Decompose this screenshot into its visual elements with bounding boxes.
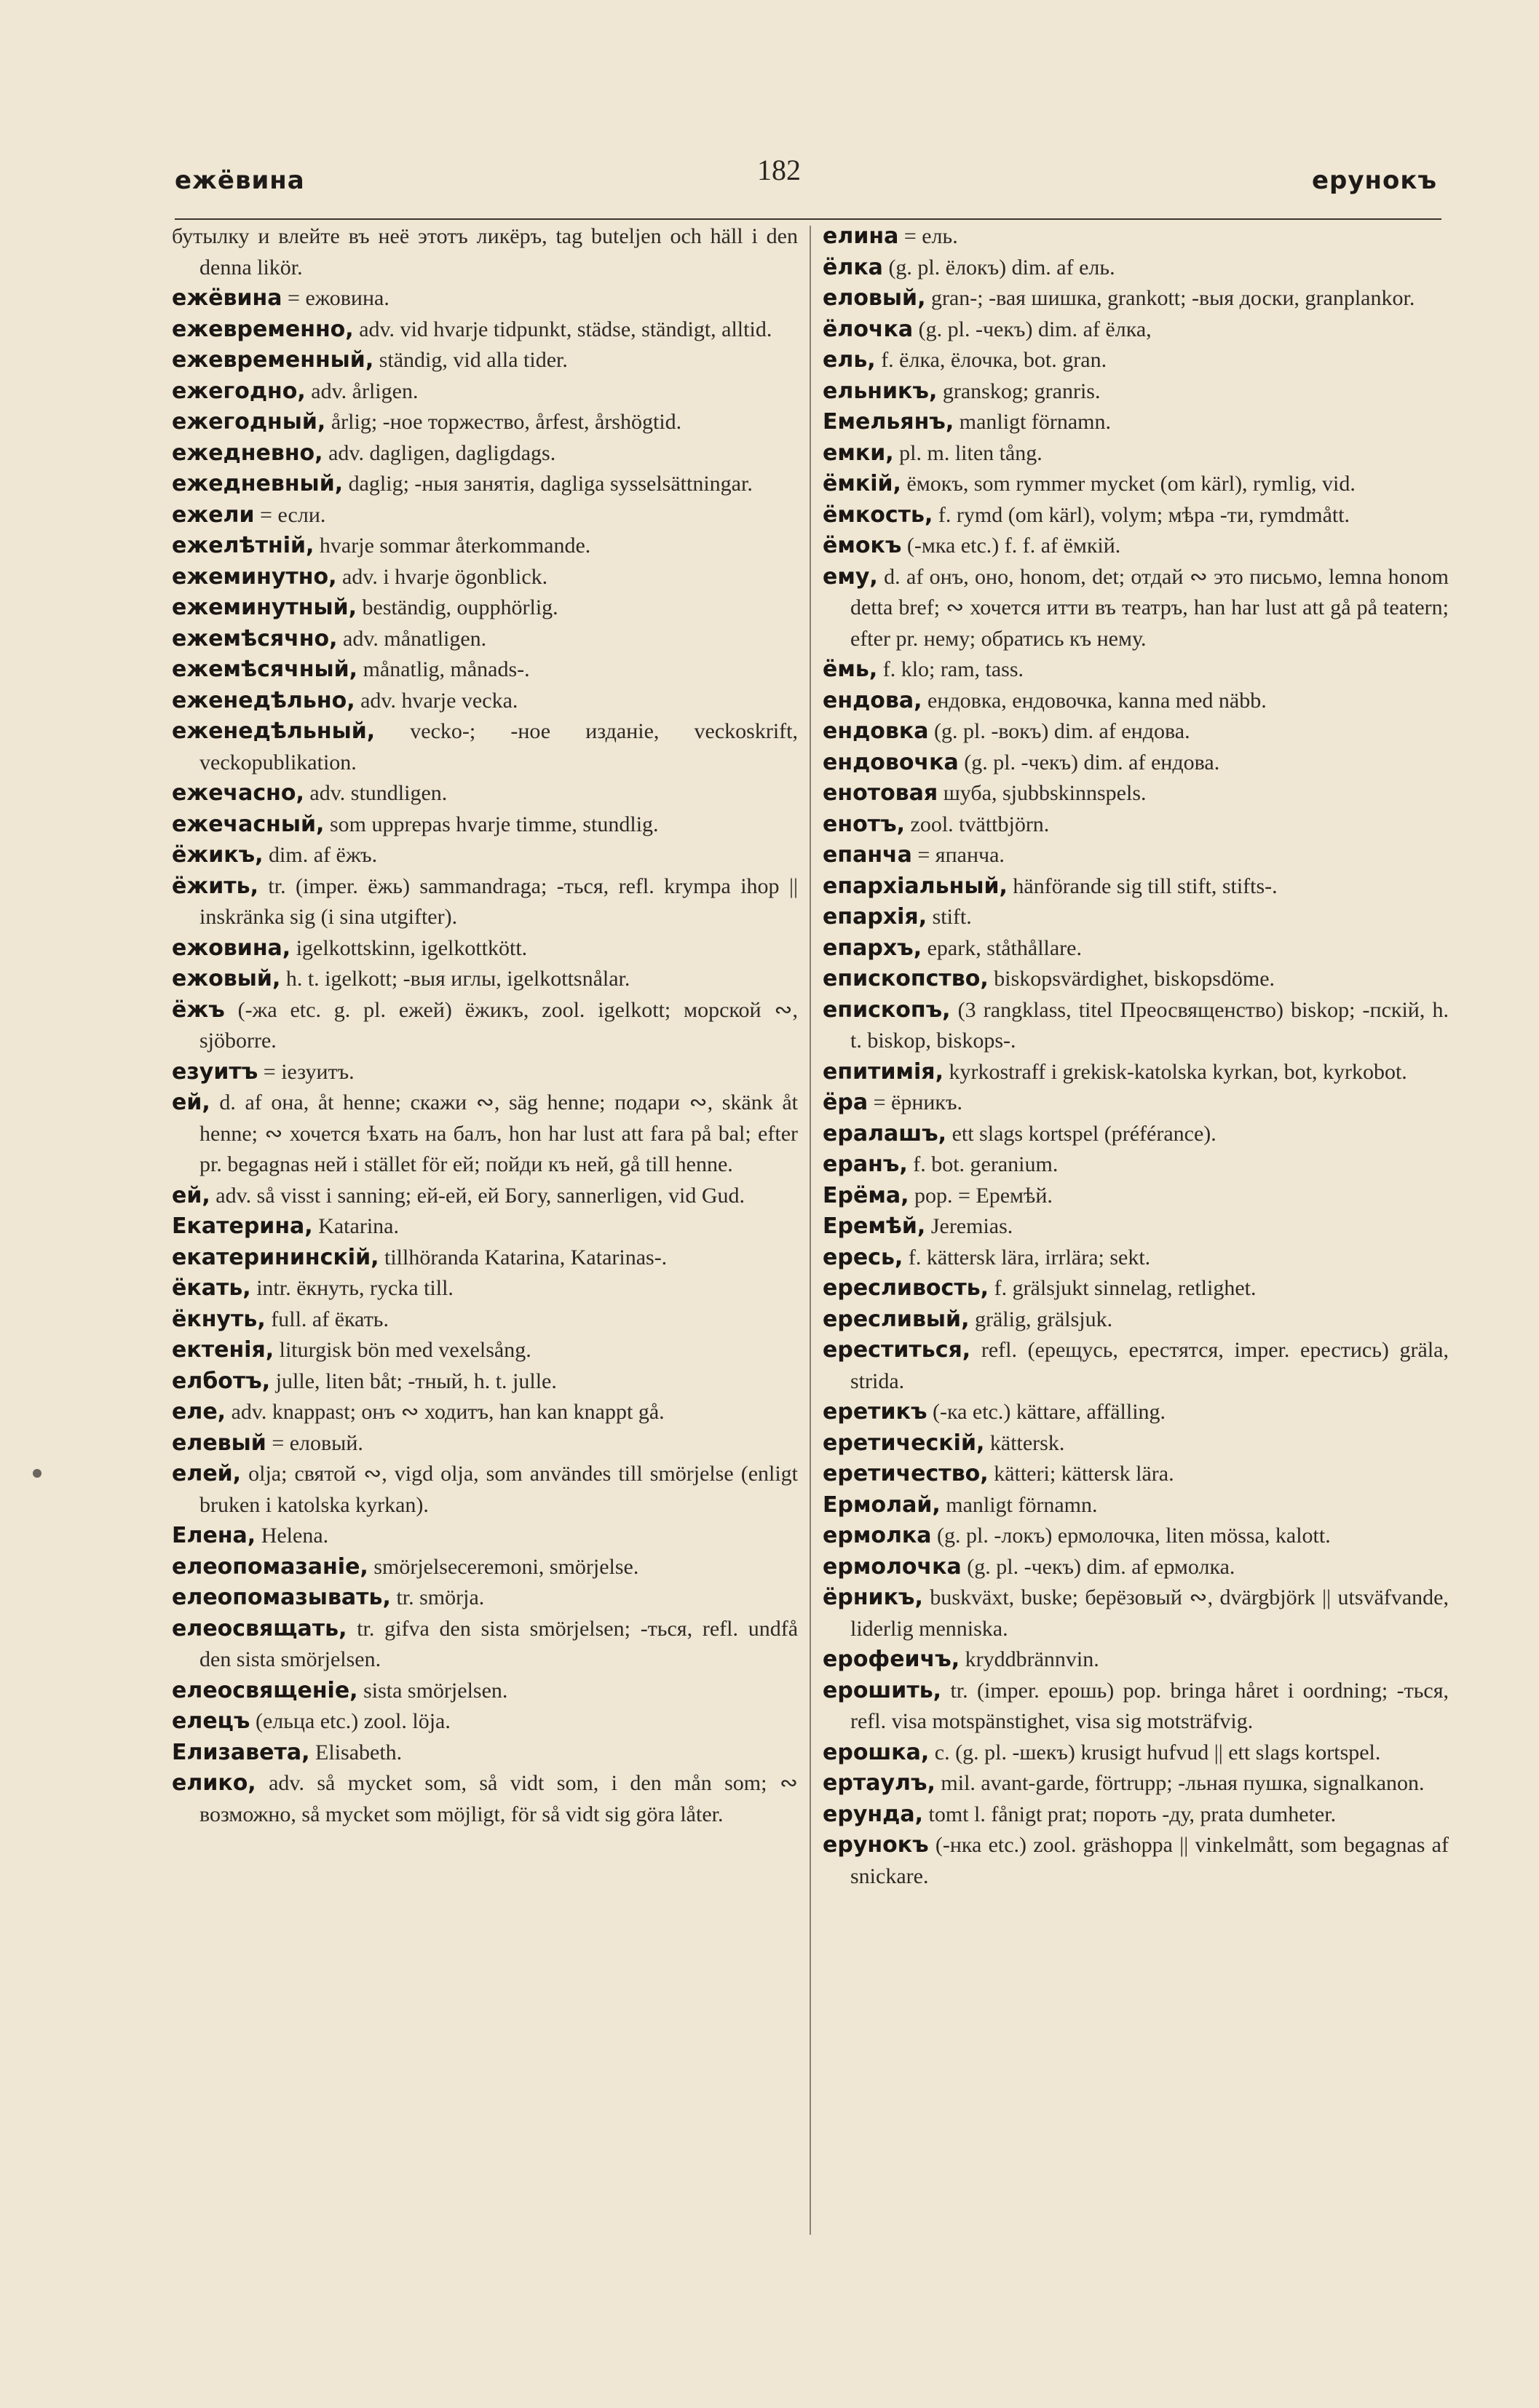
dictionary-entry bbox=[172, 314, 798, 346]
entry-definition: бутылку и влейте въ неё этотъ ликёръ, tag buteljen och häll i den denna likör. bbox=[172, 224, 798, 280]
entry-headword: ёлочка bbox=[823, 316, 914, 342]
entry-headword: ендовочка bbox=[823, 749, 959, 775]
entry-definition: = если. bbox=[260, 502, 326, 527]
dictionary-entry bbox=[823, 1583, 1449, 1644]
dictionary-entry bbox=[823, 1644, 1449, 1676]
entry-headword: елецъ bbox=[172, 1708, 250, 1734]
dictionary-entry bbox=[172, 871, 798, 933]
entry-headword: епископство, bbox=[823, 966, 989, 991]
entry-definition: adv. så mycket som, så vidt som, i den mån som; ∾ возможно, så mycket som möjligt, för så vidt sig göra låter. bbox=[199, 1771, 798, 1826]
entry-definition: (g. pl. ёлокъ) dim. af ель. bbox=[888, 255, 1115, 280]
entry-definition: (ельца etc.) zool. löja. bbox=[255, 1709, 451, 1733]
dictionary-entry bbox=[823, 654, 1449, 686]
entry-definition: julle, liten båt; -тный, h. t. julle. bbox=[275, 1369, 557, 1393]
entry-definition: = ель. bbox=[903, 224, 958, 248]
entry-definition: adv. vid hvarje tidpunkt, städse, ständigt, alltid. bbox=[359, 317, 772, 341]
entry-definition: h. t. igelkott; -выя иглы, igelkottsnålar. bbox=[285, 967, 630, 991]
entry-definition: adv. stundligen. bbox=[309, 781, 448, 805]
entry-definition: hvarje sommar återkommande. bbox=[319, 534, 591, 558]
dictionary-entry bbox=[823, 1428, 1449, 1460]
entry-definition: tillhöranda Katarina, Katarinas-. bbox=[384, 1245, 668, 1270]
entry-definition: hänförande sig till stift, stifts-. bbox=[1013, 874, 1278, 898]
entry-definition: d. af она, åt henne; скажи ∾, säg henne; подари ∾, skänk åt henne; ∾ хочется ѣхать на балъ, hon har lust att fara på bal; efter pr. begagnas ней i stället för ей; пойди къ ней, gå till henne. bbox=[199, 1090, 798, 1176]
entry-headword: ерунда, bbox=[823, 1801, 923, 1827]
entry-headword: ёжъ bbox=[172, 997, 225, 1023]
entry-definition: f. grälsjukt sinnelag, retlighet. bbox=[994, 1276, 1257, 1300]
entry-definition: årlig; -ное торжество, årfest, årshögtid. bbox=[331, 410, 682, 434]
entry-definition: f. ёлка, ёлочка, bot. gran. bbox=[881, 348, 1107, 372]
dictionary-entry bbox=[823, 1738, 1449, 1769]
entry-definition: f. bot. geranium. bbox=[913, 1152, 1059, 1176]
entry-headword: елина bbox=[823, 223, 899, 249]
right-column bbox=[823, 221, 1449, 1892]
entry-headword: ёмкость, bbox=[823, 502, 933, 528]
dictionary-entry bbox=[823, 1273, 1449, 1304]
entry-definition: kyrkostraff i grekisk-katolska kyrkan, bot, kyrkobot. bbox=[949, 1059, 1407, 1084]
entry-definition: adv. månatligen. bbox=[343, 626, 487, 651]
dictionary-entry bbox=[823, 716, 1449, 748]
dictionary-entry bbox=[172, 716, 798, 778]
entry-definition: adv. hvarje vecka. bbox=[360, 688, 518, 713]
entry-definition: sista smörjelsen. bbox=[363, 1678, 508, 1703]
entry-definition: ёмокъ, som rymmer mycket (om kärl), rymlig, vid. bbox=[906, 472, 1356, 496]
entry-definition: (3 rangklass, titel Преосвященство) biskop; -пскій, h. t. biskop, biskops-. bbox=[850, 997, 1449, 1053]
margin-dot bbox=[33, 1469, 41, 1478]
entry-definition: dim. af ёжъ. bbox=[269, 843, 378, 867]
dictionary-entry bbox=[172, 1211, 798, 1243]
entry-headword: ежевременно, bbox=[172, 316, 354, 342]
entry-headword: еловый, bbox=[823, 285, 926, 311]
entry-definition: tomt l. fånigt prat; пороть -ду, prata dumheter. bbox=[928, 1802, 1337, 1826]
entry-definition: pop. = Еремѣй. bbox=[914, 1183, 1053, 1208]
dictionary-entry bbox=[823, 314, 1449, 346]
dictionary-entry bbox=[823, 1676, 1449, 1738]
entry-headword: ёлка bbox=[823, 254, 883, 280]
entry-definition: c. (g. pl. -шекъ) krusigt hufvud || ett slags kortspel. bbox=[934, 1740, 1381, 1765]
entry-definition: = япанча. bbox=[917, 843, 1005, 867]
entry-definition: = іезуитъ. bbox=[263, 1059, 355, 1084]
entry-headword: Ерёма, bbox=[823, 1182, 909, 1208]
entry-headword: ельникъ, bbox=[823, 378, 938, 404]
entry-definition: buskväxt, buske; берёзовый ∾, dvärgbjörk || utsväfvande, liderlig menniska. bbox=[850, 1585, 1449, 1641]
dictionary-entry bbox=[172, 1057, 798, 1088]
dictionary-entry bbox=[172, 1273, 798, 1304]
dictionary-entry bbox=[823, 1088, 1449, 1119]
dictionary-entry bbox=[172, 933, 798, 965]
entry-definition: (-жа etc. g. pl. ежей) ёжикъ, zool. igelkott; морской ∾, sjöborre. bbox=[199, 997, 799, 1053]
entry-headword: елеопомазывать, bbox=[172, 1585, 391, 1610]
entry-headword: ересь, bbox=[823, 1244, 903, 1270]
dictionary-entry bbox=[172, 809, 798, 841]
entry-headword: ендова, bbox=[823, 687, 922, 713]
dictionary-entry bbox=[172, 654, 798, 686]
entry-headword: елеопомазаніе, bbox=[172, 1553, 368, 1580]
entry-headword: Елена, bbox=[172, 1523, 256, 1548]
entry-definition: (g. pl. -локъ) ермолочка, liten mössa, kalott. bbox=[937, 1524, 1331, 1548]
entry-headword: ёмь, bbox=[823, 657, 878, 682]
dictionary-entry bbox=[172, 407, 798, 438]
left-column bbox=[172, 221, 798, 1830]
entry-definition: = ёрникъ. bbox=[873, 1090, 963, 1114]
dictionary-entry bbox=[823, 809, 1449, 841]
dictionary-entry bbox=[172, 562, 798, 593]
entry-headword: ереститься, bbox=[823, 1337, 971, 1363]
entry-definition: ett slags kortspel (préférance). bbox=[952, 1121, 1216, 1146]
dictionary-entry bbox=[823, 1119, 1449, 1150]
entry-definition: adv. i hvarje ögonblick. bbox=[342, 564, 548, 589]
entry-headword: ежечасный, bbox=[172, 811, 325, 837]
entry-headword: ежовый, bbox=[172, 966, 281, 991]
dictionary-entry bbox=[823, 1304, 1449, 1336]
dictionary-entry bbox=[172, 531, 798, 562]
left-catchword: ежёвина bbox=[175, 166, 305, 195]
entry-headword: елей, bbox=[172, 1461, 242, 1486]
entry-definition: Katarina. bbox=[318, 1214, 399, 1238]
dictionary-entry bbox=[172, 438, 798, 470]
entry-headword: еженедѣльно, bbox=[172, 687, 355, 713]
entry-definition: (g. pl. -вокъ) dim. af ендова. bbox=[934, 719, 1190, 743]
dictionary-entry bbox=[823, 407, 1449, 438]
entry-definition: tr. smörja. bbox=[396, 1585, 485, 1609]
entry-definition: pl. m. liten tång. bbox=[899, 440, 1043, 465]
entry-headword: ёмокъ bbox=[823, 533, 902, 558]
entry-headword: ёра bbox=[823, 1090, 869, 1115]
entry-headword: ежовина, bbox=[172, 935, 291, 961]
entry-headword: ему, bbox=[823, 563, 878, 590]
entry-headword: ермолка bbox=[823, 1523, 932, 1548]
entry-definition: kättersk. bbox=[989, 1430, 1065, 1455]
entry-headword: ежёвина bbox=[172, 285, 282, 311]
entry-definition: smörjelseceremoni, smörjelse. bbox=[373, 1554, 639, 1579]
dictionary-entry bbox=[172, 1706, 798, 1738]
dictionary-entry bbox=[172, 1397, 798, 1428]
entry-headword: еранъ, bbox=[823, 1152, 908, 1177]
entry-definition: grälig, grälsjuk. bbox=[974, 1307, 1113, 1331]
entry-headword: ерофеичъ, bbox=[823, 1647, 960, 1672]
header-rule bbox=[175, 218, 1441, 220]
entry-headword: Ермолай, bbox=[823, 1492, 941, 1518]
dictionary-entry bbox=[823, 964, 1449, 995]
entry-headword: елботъ, bbox=[172, 1368, 271, 1394]
dictionary-entry bbox=[172, 1521, 798, 1552]
entry-headword: епанча bbox=[823, 842, 912, 868]
dictionary-entry bbox=[172, 1552, 798, 1583]
entry-definition: kätteri; kättersk lära. bbox=[994, 1462, 1174, 1486]
entry-headword: епархіальный, bbox=[823, 873, 1008, 899]
entry-headword: ерошить, bbox=[823, 1677, 942, 1703]
dictionary-entry bbox=[823, 686, 1449, 717]
dictionary-entry bbox=[172, 964, 798, 995]
dictionary-entry bbox=[172, 1583, 798, 1614]
entry-headword: еретичество, bbox=[823, 1461, 989, 1486]
entry-headword: елеосвященіе, bbox=[172, 1677, 358, 1703]
dictionary-entry bbox=[823, 1552, 1449, 1583]
entry-definition: refl. (ерещусь, ерестятся, imper. ерестись) gräla, strida. bbox=[850, 1338, 1449, 1393]
entry-definition: epark, ståthållare. bbox=[927, 935, 1082, 960]
entry-definition: шуба, sjubbskinnspels. bbox=[943, 781, 1147, 805]
entry-headword: епархія, bbox=[823, 904, 927, 930]
dictionary-entry bbox=[823, 1211, 1449, 1243]
entry-headword: екатерининскій, bbox=[172, 1244, 379, 1270]
dictionary-entry bbox=[823, 1490, 1449, 1521]
dictionary-entry bbox=[823, 531, 1449, 562]
dictionary-entry bbox=[823, 500, 1449, 531]
dictionary-entry bbox=[172, 283, 798, 314]
entry-definition: mil. avant-garde, förtrupp; -льная пушка, signalkanon. bbox=[941, 1771, 1425, 1795]
entry-definition: adv. årligen. bbox=[311, 379, 419, 403]
entry-headword: ежеминутный, bbox=[172, 595, 357, 620]
entry-headword: епитимія, bbox=[823, 1058, 943, 1085]
entry-headword: емки, bbox=[823, 440, 894, 466]
dictionary-entry bbox=[823, 562, 1449, 655]
entry-headword: ель, bbox=[823, 347, 876, 373]
dictionary-entry bbox=[172, 1088, 798, 1181]
dictionary-entry bbox=[172, 686, 798, 717]
dictionary-entry bbox=[823, 253, 1449, 284]
entry-definition: kryddbrännvin. bbox=[965, 1647, 1099, 1671]
dictionary-entry bbox=[172, 1243, 798, 1274]
entry-headword: Емельянъ, bbox=[823, 409, 954, 435]
dictionary-entry bbox=[172, 1304, 798, 1336]
entry-definition: Elisabeth. bbox=[315, 1740, 403, 1765]
column-divider bbox=[810, 226, 811, 2235]
entry-headword: ёжить, bbox=[172, 873, 258, 899]
entry-definition: ендовка, ендовочка, kanna med näbb. bbox=[927, 688, 1267, 713]
dictionary-entry bbox=[172, 1459, 798, 1521]
entry-headword: Екатерина, bbox=[172, 1213, 313, 1239]
entry-definition: manligt förnamn. bbox=[946, 1492, 1098, 1517]
entry-headword: ежевременный, bbox=[172, 347, 374, 373]
entry-headword: Елизавета, bbox=[172, 1739, 310, 1765]
dictionary-entry bbox=[823, 871, 1449, 903]
entry-headword: епископъ, bbox=[823, 997, 951, 1023]
dictionary-entry bbox=[172, 469, 798, 500]
entry-headword: ей, bbox=[172, 1090, 210, 1115]
entry-headword: ёрникъ, bbox=[823, 1585, 923, 1610]
entry-definition: månatlig, månads-. bbox=[363, 657, 530, 681]
entry-definition: = еловый. bbox=[272, 1430, 363, 1455]
entry-definition: stift. bbox=[932, 905, 972, 929]
dictionary-entry bbox=[823, 995, 1449, 1057]
entry-headword: ежедневный, bbox=[172, 471, 344, 496]
entry-headword: Еремѣй, bbox=[823, 1213, 926, 1239]
entry-headword: елеосвящать, bbox=[172, 1615, 347, 1641]
entry-definition: adv. dagligen, dagligdags. bbox=[328, 440, 556, 465]
entry-definition: gran-; -вая шишка, grankott; -выя доски, granplankor. bbox=[930, 286, 1415, 310]
entry-headword: ересливость, bbox=[823, 1275, 989, 1301]
entry-definition: adv. knappast; онъ ∾ ходитъ, han kan knappt gå. bbox=[231, 1400, 665, 1424]
entry-definition: f. klo; ram, tass. bbox=[882, 657, 1024, 681]
entry-definition: ständig, vid alla tider. bbox=[379, 348, 568, 372]
dictionary-entry bbox=[823, 469, 1449, 500]
dictionary-entry bbox=[172, 1366, 798, 1398]
entry-definition: = ежовина. bbox=[288, 286, 389, 310]
entry-headword: ежегодный, bbox=[172, 409, 326, 435]
entry-definition: f. rymd (om kärl), volym; мѣра -ти, rymdmått. bbox=[938, 502, 1350, 527]
dictionary-entry bbox=[823, 1397, 1449, 1428]
dictionary-entry bbox=[823, 1459, 1449, 1490]
entry-headword: ёкнуть, bbox=[172, 1306, 266, 1332]
dictionary-entry bbox=[172, 1181, 798, 1212]
entry-definition: som upprepas hvarje timme, stundlig. bbox=[329, 812, 659, 836]
running-head bbox=[175, 153, 1437, 204]
dictionary-entry bbox=[172, 221, 798, 283]
entry-definition: manligt förnamn. bbox=[959, 410, 1112, 434]
entry-definition: granskog; granris. bbox=[942, 379, 1101, 403]
entry-headword: еле, bbox=[172, 1399, 226, 1425]
entry-headword: ежемѣсячно, bbox=[172, 625, 338, 651]
entry-definition: (-мка etc.) f. f. af ёмкій. bbox=[906, 534, 1121, 558]
entry-definition: intr. ёкнуть, rycka till. bbox=[256, 1276, 454, 1300]
entry-definition: olja; святой ∾, vigd olja, som användes till smörjelse (enligt bruken i katolska kyrkan). bbox=[199, 1462, 799, 1517]
page-number: 182 bbox=[757, 154, 801, 186]
dictionary-entry bbox=[172, 995, 798, 1057]
entry-headword: еженедѣльный, bbox=[172, 718, 376, 744]
entry-definition: tr. (imper. ерошь) pop. bringa håret i oordning; -ться, refl. visa motspänstighet, visa sig motsträfvig. bbox=[850, 1678, 1449, 1733]
entry-headword: ересливый, bbox=[823, 1306, 970, 1332]
entry-headword: ежечасно, bbox=[172, 780, 304, 806]
entry-definition: zool. tvättbjörn. bbox=[910, 812, 1050, 836]
dictionary-entry bbox=[172, 345, 798, 376]
entry-headword: ежели bbox=[172, 502, 255, 528]
dictionary-entry bbox=[172, 500, 798, 531]
entry-headword: ежегодно, bbox=[172, 378, 306, 404]
dictionary-entry bbox=[823, 902, 1449, 933]
dictionary-entry bbox=[823, 1521, 1449, 1552]
dictionary-entry bbox=[172, 778, 798, 809]
entry-headword: елевый bbox=[172, 1430, 266, 1456]
dictionary-entry bbox=[823, 778, 1449, 809]
entry-definition: biskopsvärdighet, biskopsdöme. bbox=[994, 967, 1275, 991]
entry-definition: beständig, oupphörlig. bbox=[362, 595, 558, 619]
dictionary-entry bbox=[823, 221, 1449, 253]
entry-definition: (-нка etc.) zool. gräshoppa || vinkelmått, som begagnas af snickare. bbox=[850, 1833, 1449, 1888]
entry-definition: adv. så visst i sanning; ей-ей, ей Богу, sannerligen, vid Gud. bbox=[215, 1183, 745, 1208]
entry-headword: енотовая bbox=[823, 780, 938, 806]
dictionary-entry bbox=[172, 593, 798, 624]
dictionary-entry bbox=[823, 933, 1449, 965]
dictionary-entry bbox=[823, 1057, 1449, 1088]
entry-definition: (g. pl. -чекъ) dim. af ёлка, bbox=[918, 317, 1152, 341]
entry-definition: daglig; -ныя занятія, dagliga sysselsättningar. bbox=[348, 472, 753, 496]
entry-headword: елико, bbox=[172, 1770, 256, 1796]
dictionary-entry bbox=[823, 283, 1449, 314]
dictionary-entry bbox=[823, 1799, 1449, 1831]
entry-definition: liturgisk bön med vexelsång. bbox=[279, 1338, 531, 1362]
entry-definition: Jeremias. bbox=[930, 1214, 1013, 1238]
dictionary-entry bbox=[823, 1830, 1449, 1892]
entry-headword: епархъ, bbox=[823, 935, 922, 961]
dictionary-entry bbox=[172, 1768, 798, 1830]
entry-headword: ералашъ, bbox=[823, 1120, 947, 1146]
entry-headword: ёкать, bbox=[172, 1275, 251, 1301]
entry-headword: ендовка bbox=[823, 718, 929, 744]
entry-definition: igelkottskinn, igelkottkött. bbox=[296, 935, 528, 960]
entry-headword: ерунокъ bbox=[823, 1832, 929, 1858]
dictionary-entry bbox=[172, 1335, 798, 1366]
entry-headword: ежелѣтній, bbox=[172, 533, 314, 558]
entry-headword: ерошка, bbox=[823, 1739, 930, 1765]
dictionary-entry bbox=[823, 1768, 1449, 1799]
dictionary-entry bbox=[823, 748, 1449, 779]
entry-headword: езуитъ bbox=[172, 1058, 258, 1085]
entry-headword: еретическій, bbox=[823, 1430, 985, 1456]
dictionary-entry bbox=[172, 376, 798, 408]
right-catchword: ерунокъ bbox=[1311, 166, 1437, 195]
dictionary-entry bbox=[823, 345, 1449, 376]
entry-definition: full. af ёкать. bbox=[271, 1307, 389, 1331]
dictionary-entry bbox=[172, 1614, 798, 1676]
dictionary-entry bbox=[823, 438, 1449, 470]
entry-headword: енотъ, bbox=[823, 811, 906, 837]
entry-headword: ёмкій, bbox=[823, 471, 901, 496]
dictionary-entry bbox=[823, 1149, 1449, 1181]
entry-definition: tr. (imper. ёжь) sammandraga; -ться, refl. krympa ihop || inskränka sig (i sina utgifter). bbox=[199, 874, 798, 929]
entry-headword: ежемѣсячный, bbox=[172, 657, 358, 682]
entry-headword: ертаулъ, bbox=[823, 1770, 935, 1796]
dictionary-entry bbox=[823, 1335, 1449, 1397]
dictionary-entry bbox=[823, 840, 1449, 871]
entry-headword: ежеминутно, bbox=[172, 563, 337, 590]
entry-headword: ей, bbox=[172, 1182, 210, 1208]
dictionary-entry bbox=[172, 840, 798, 871]
entry-definition: (-ка etc.) kättare, affälling. bbox=[932, 1400, 1166, 1424]
entry-headword: ектенія, bbox=[172, 1337, 274, 1363]
entry-definition: (g. pl. -чекъ) dim. af ермолка. bbox=[967, 1554, 1235, 1579]
dictionary-entry bbox=[172, 1676, 798, 1707]
dictionary-entry bbox=[823, 1243, 1449, 1274]
entry-definition: tr. gifva den sista smörjelsen; -ться, refl. undfå den sista smörjelsen. bbox=[199, 1616, 799, 1671]
entry-definition: (g. pl. -чекъ) dim. af ендова. bbox=[964, 750, 1220, 775]
entry-definition: d. af онъ, оно, honom, det; отдай ∾ это письмо, lemna honom detta bref; ∾ хочется итти въ театръ, han har lust att gå på teatern; efter pr. нему; обратись къ нему. bbox=[850, 564, 1449, 651]
entry-definition: f. kättersk lära, irrlära; sekt. bbox=[908, 1245, 1151, 1270]
dictionary-entry bbox=[172, 624, 798, 655]
entry-headword: ежедневно, bbox=[172, 440, 323, 466]
entry-headword: ёжикъ, bbox=[172, 842, 264, 868]
entry-headword: ермолочка bbox=[823, 1553, 962, 1580]
entry-definition: Helena. bbox=[261, 1524, 329, 1548]
entry-definition: vecko-; -ное изданіе, veckoskrift, veckopublikation. bbox=[199, 719, 798, 775]
dictionary-entry bbox=[172, 1428, 798, 1460]
dictionary-entry bbox=[172, 1738, 798, 1769]
dictionary-entry bbox=[823, 1181, 1449, 1212]
entry-headword: еретикъ bbox=[823, 1399, 927, 1425]
dictionary-entry bbox=[823, 376, 1449, 408]
